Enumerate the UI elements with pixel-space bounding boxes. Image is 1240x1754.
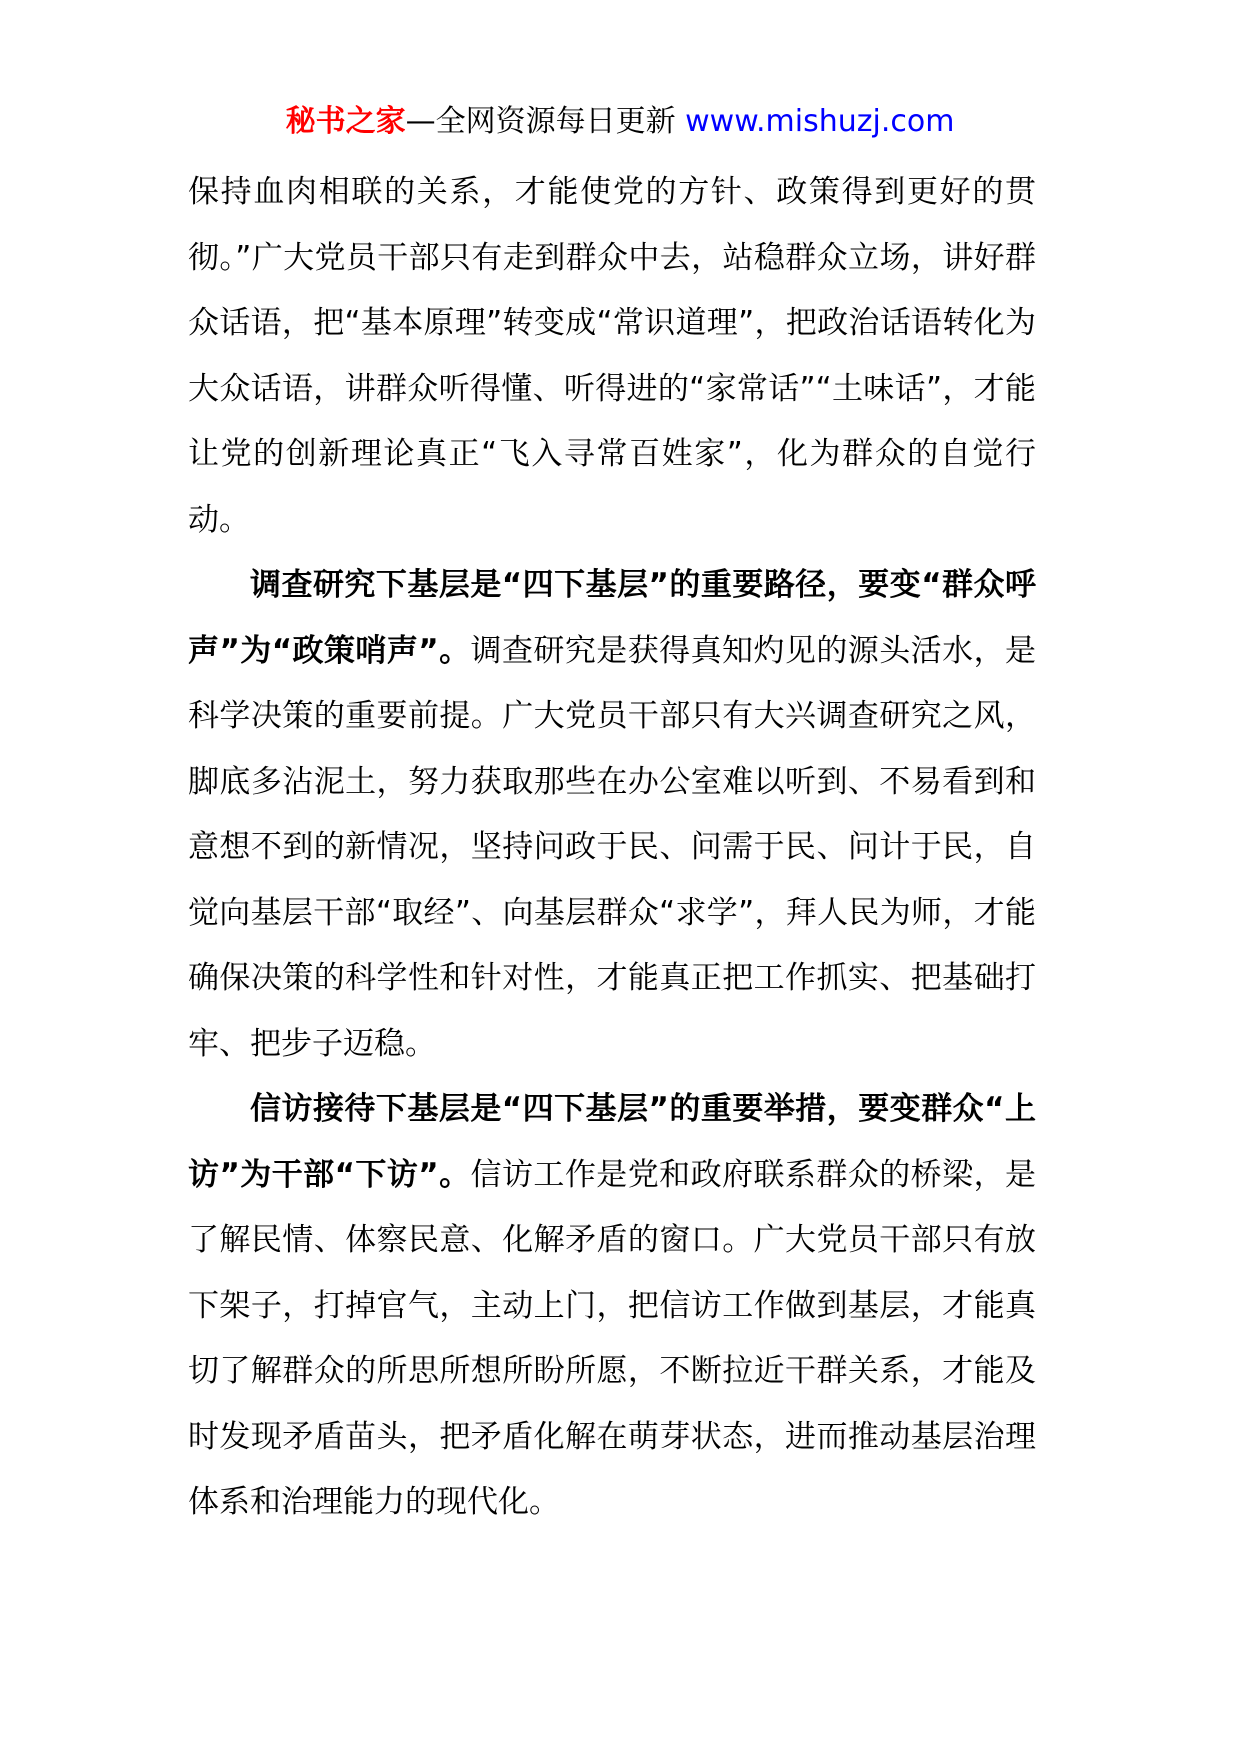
paragraph-lead-heading: 信访接待下基层是“四下基层”的重要举措，要变群众“上访”为干部“下访”。 <box>188 1091 1036 1193</box>
article-body <box>188 160 1036 1536</box>
paragraph-text: 保持血肉相联的关系，才能使党的方针、政策得到更好的贯彻。”广大党员干部只有走到群众中去，站稳群众立场，讲好群众话语，把“基本原理”转变成“常识道理”，把政治话语转化为大众话语，讲群众听得懂、听得进的“家常话”“土味话”，才能让党的创新理论真正“飞入寻常百姓家”，化为群众的自觉行动。 <box>188 174 1036 538</box>
page-header <box>0 100 1240 144</box>
paragraph-continuation <box>188 160 1036 553</box>
paragraph-petition <box>188 1077 1036 1536</box>
paragraph-text: 调查研究是获得真知灼见的源头活水，是科学决策的重要前提。广大党员干部只有大兴调查研究之风，脚底多沾泥土，努力获取那些在办公室难以听到、不易看到和意想不到的新情况，坚持问政于民、问需于民、问计于民，自觉向基层干部“取经”、向基层群众“求学”，拜人民为师，才能确保决策的科学性和针对性，才能真正把工作抓实、把基础打牢、把步子迈稳。 <box>188 632 1037 1062</box>
site-tagline: —全网资源每日更新 <box>405 104 686 139</box>
paragraph-text: 信访工作是党和政府联系群众的桥梁，是了解民情、体察民意、化解矛盾的窗口。广大党员干部只有放下架子，打掉官气，主动上门，把信访工作做到基层，才能真切了解群众的所思所想所盼所愿，不断拉近干群关系，才能及时发现矛盾苗头，把矛盾化解在萌芽状态，进而推动基层治理体系和治理能力的现代化。 <box>188 1156 1037 1520</box>
paragraph-lead-heading: 调查研究下基层是“四下基层”的重要路径，要变“群众呼声”为“政策哨声”。 <box>188 567 1036 669</box>
paragraph-research <box>188 553 1036 1077</box>
site-brand: 秘书之家 <box>285 104 406 139</box>
site-url-link[interactable]: www.mishuzj.com <box>685 104 955 139</box>
